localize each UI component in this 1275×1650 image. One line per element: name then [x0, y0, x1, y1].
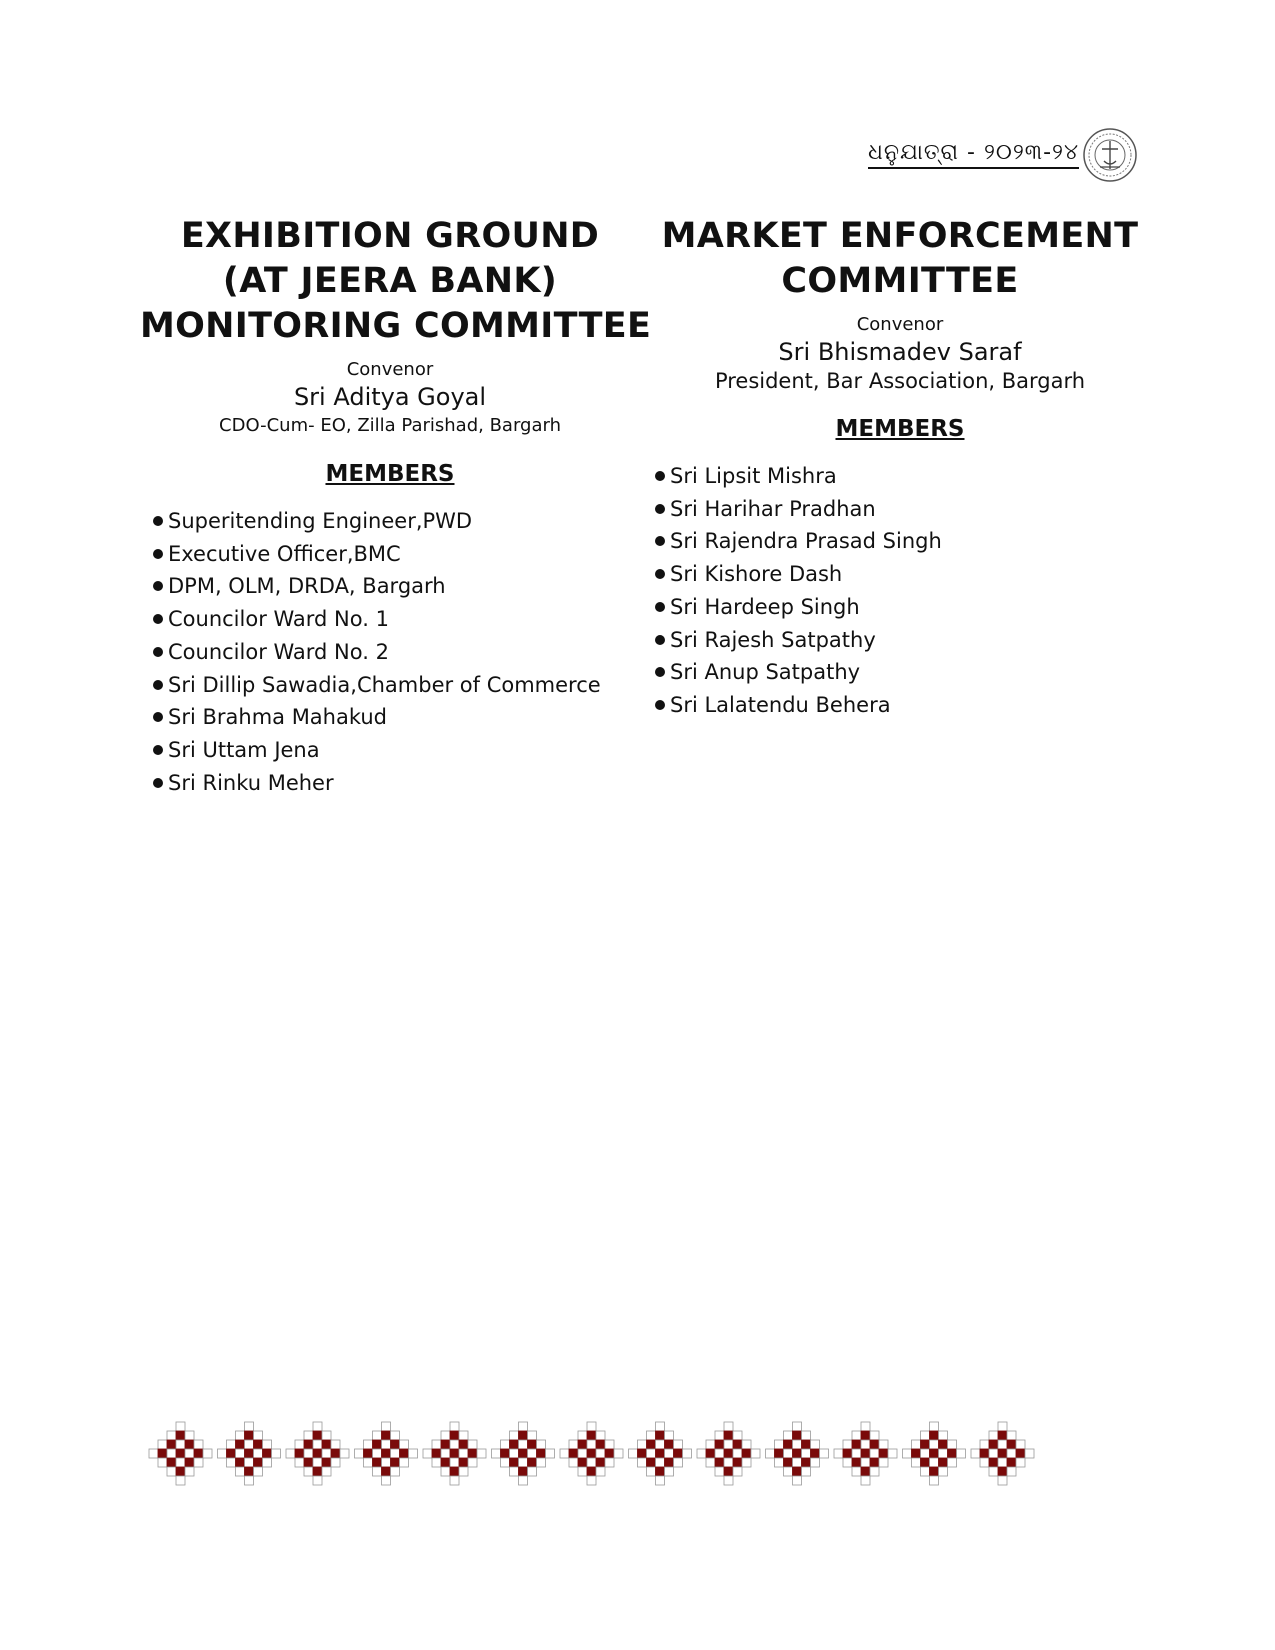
- member-name: Sri Lalatendu Behera: [670, 692, 891, 717]
- cross-stitch-motif-icon: [697, 1422, 760, 1485]
- exhibition-committee-section: [140, 214, 652, 799]
- bullet-icon: [153, 614, 163, 624]
- list-item: [148, 734, 640, 767]
- cross-stitch-motif-icon: [971, 1422, 1034, 1485]
- cross-stitch-motif-icon: [834, 1422, 897, 1485]
- member-name: Sri Lipsit Mishra: [670, 464, 837, 488]
- member-name: Executive Officer,BMC: [168, 541, 401, 566]
- header-text: ଧନୁଯାତ୍ରା - ୨୦୨୩-୨୪: [868, 140, 1079, 169]
- member-name: Sri Dillip Sawadia,Chamber of Commerce: [168, 672, 601, 697]
- bullet-icon: [153, 745, 163, 755]
- member-name: Sri Harihar Pradhan: [670, 496, 876, 521]
- bullet-icon: [655, 569, 665, 579]
- market-committee-section: [650, 214, 1150, 722]
- convenor-name: Sri Bhismadev Saraf: [778, 338, 1022, 366]
- cross-stitch-motif-icon: [903, 1422, 966, 1485]
- list-item: [148, 505, 640, 538]
- title-line: COMMITTEE: [781, 261, 1019, 301]
- cross-stitch-motif-icon: [629, 1422, 692, 1485]
- cross-stitch-motif-icon: [149, 1422, 212, 1485]
- convenor-label: Convenor: [856, 314, 944, 335]
- list-item: [148, 570, 640, 603]
- bullet-icon: [655, 504, 665, 514]
- cross-stitch-motif-icon: [423, 1422, 486, 1485]
- list-item: [148, 669, 640, 702]
- cross-stitch-motif-icon: [218, 1422, 281, 1485]
- bullet-icon: [153, 647, 163, 657]
- list-item: [650, 591, 1150, 624]
- list-item: [650, 624, 1150, 657]
- market-committee-title: [650, 214, 1150, 304]
- bullet-icon: [655, 536, 665, 546]
- footer-motif-border: [148, 1420, 1138, 1490]
- list-item: [650, 558, 1150, 591]
- bullet-icon: [655, 700, 665, 710]
- title-line: MARKET ENFORCEMENT: [661, 216, 1139, 256]
- exhibition-committee-title: [140, 214, 652, 349]
- bullet-icon: [153, 778, 163, 788]
- cross-stitch-motif-icon: [286, 1422, 349, 1485]
- bullet-icon: [655, 471, 665, 481]
- member-name: Councilor Ward No. 1: [168, 607, 389, 632]
- member-name: Superitending Engineer,PWD: [168, 509, 473, 533]
- title-line: MONITORING COMMITTEE: [140, 306, 652, 346]
- bullet-icon: [153, 680, 163, 690]
- member-name: Sri Rajendra Prasad Singh: [670, 529, 942, 554]
- member-name: Sri Uttam Jena: [168, 737, 320, 762]
- list-item: [650, 656, 1150, 689]
- list-item: [650, 525, 1150, 558]
- member-name: Sri Hardeep Singh: [670, 594, 860, 619]
- member-name: Sri Brahma Mahakud: [168, 705, 388, 730]
- member-name: Sri Kishore Dash: [670, 562, 843, 587]
- cross-stitch-motif-icon: [560, 1422, 623, 1485]
- page-header: [860, 127, 1140, 187]
- list-item: [650, 493, 1150, 526]
- member-name: DPM, OLM, DRDA, Bargarh: [168, 574, 446, 599]
- bullet-icon: [153, 516, 163, 526]
- bullet-icon: [655, 635, 665, 645]
- bullet-icon: [153, 712, 163, 722]
- member-list: [148, 505, 640, 799]
- title-line: (AT JEERA BANK): [222, 261, 558, 301]
- bullet-icon: [655, 602, 665, 612]
- list-item: [148, 701, 640, 734]
- member-name: Sri Anup Satpathy: [670, 660, 861, 685]
- list-item: [148, 603, 640, 636]
- list-item: [650, 689, 1150, 722]
- list-item: [148, 767, 640, 800]
- cross-stitch-motif-icon: [355, 1422, 418, 1485]
- list-item: [148, 636, 640, 669]
- bullet-icon: [153, 581, 163, 591]
- member-name: Sri Rinku Meher: [168, 770, 334, 795]
- convenor-designation: CDO-Cum- EO, Zilla Parishad, Bargarh: [219, 415, 561, 436]
- bullet-icon: [153, 549, 163, 559]
- list-item: [650, 460, 1150, 493]
- member-list: [650, 460, 1150, 722]
- member-name: Sri Rajesh Satpathy: [670, 627, 876, 652]
- cross-stitch-motif-icon: [492, 1422, 555, 1485]
- convenor-designation: President, Bar Association, Bargarh: [714, 369, 1086, 393]
- convenor-name: Sri Aditya Goyal: [293, 383, 487, 411]
- cross-stitch-motif-icon: [766, 1422, 829, 1485]
- convenor-label: Convenor: [346, 359, 434, 380]
- member-name: Councilor Ward No. 2: [168, 639, 389, 664]
- members-heading: MEMBERS: [835, 416, 965, 442]
- bullet-icon: [655, 667, 665, 677]
- emblem-seal-icon: [1082, 127, 1138, 183]
- title-line: EXHIBITION GROUND: [180, 216, 600, 256]
- members-heading: MEMBERS: [325, 461, 455, 487]
- list-item: [148, 538, 640, 571]
